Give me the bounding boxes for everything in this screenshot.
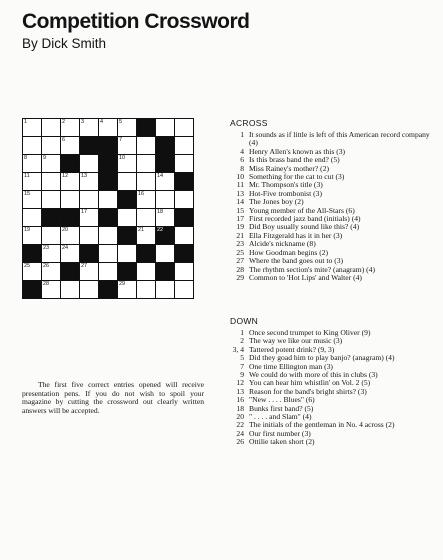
grid-cell-number: 1 xyxy=(24,119,28,125)
grid-cell[interactable] xyxy=(80,227,99,245)
clue-text: One time Ellington man (3) xyxy=(249,361,333,371)
clue-text: Ottilie taken short (2) xyxy=(249,437,315,447)
grid-cell[interactable] xyxy=(118,245,137,263)
grid-black-square xyxy=(175,209,194,227)
grid-cell[interactable] xyxy=(61,173,80,191)
clue-text: The way we like our music (3) xyxy=(249,336,343,346)
grid-cell-number: 27 xyxy=(81,263,88,269)
grid-cell-number: 11 xyxy=(24,173,30,179)
clue-text: Henry Allen's known as this (3) xyxy=(249,146,346,156)
grid-black-square xyxy=(137,245,156,263)
grid-cell[interactable] xyxy=(23,227,42,245)
grid-black-square xyxy=(99,173,118,191)
grid-black-square xyxy=(23,281,42,299)
grid-cell[interactable] xyxy=(137,227,156,245)
clue-text: Did they goad him to play banjo? (anagram) (4) xyxy=(249,353,395,363)
clue-text: Miss Rainey's mother? (2) xyxy=(249,163,330,173)
grid-cell[interactable] xyxy=(61,119,80,137)
grid-cell[interactable] xyxy=(42,263,61,281)
grid-cell[interactable] xyxy=(175,191,194,209)
grid-cell[interactable] xyxy=(61,191,80,209)
clue-text: Did Boy usually sound like this? (4) xyxy=(249,222,360,232)
clue-text: Where the band goes out to (3) xyxy=(249,256,344,266)
grid-cell[interactable] xyxy=(99,245,118,263)
grid-cell[interactable] xyxy=(23,209,42,227)
clue-text: "New . . . . Blues" (6) xyxy=(249,395,315,405)
clue-text: Mr. Thompson's title (3) xyxy=(249,180,323,190)
grid-black-square xyxy=(137,119,156,137)
grid-cell-number: 13 xyxy=(81,173,88,179)
grid-black-square xyxy=(99,281,118,299)
clue-number: 2 xyxy=(240,336,244,346)
grid-cell[interactable] xyxy=(42,137,61,155)
grid-cell-number: 24 xyxy=(62,245,69,251)
grid-cell[interactable] xyxy=(80,191,99,209)
clue-number: 21 xyxy=(236,230,244,240)
clue-number: 1 xyxy=(240,130,244,139)
clue-number: 1 xyxy=(240,328,244,337)
grid-cell-number: 22 xyxy=(157,227,164,233)
grid-cell[interactable] xyxy=(80,119,99,137)
grid-cell[interactable] xyxy=(99,227,118,245)
clue-number: 23 xyxy=(236,239,244,249)
down-heading: DOWN xyxy=(230,316,259,326)
clue-number: 17 xyxy=(236,214,244,224)
grid-cell[interactable] xyxy=(42,191,61,209)
clue-number: 27 xyxy=(236,256,244,266)
clue-number: 11 xyxy=(236,180,244,190)
grid-cell-number: 2 xyxy=(62,119,66,125)
grid-black-square xyxy=(175,173,194,191)
clue-number: 20 xyxy=(236,412,244,422)
clue-number: 6 xyxy=(240,155,244,165)
clue-text: " . . . . and Slam" (4) xyxy=(249,412,312,422)
grid-cell[interactable] xyxy=(118,119,137,137)
grid-cell[interactable] xyxy=(61,137,80,155)
across-heading: ACROSS xyxy=(230,118,268,128)
clue-text: Something for the cat to cut (3) xyxy=(249,172,345,182)
byline: By Dick Smith xyxy=(22,36,107,51)
clue-number: 19 xyxy=(236,222,244,232)
grid-black-square xyxy=(156,227,175,245)
clue-number: 25 xyxy=(236,247,244,257)
grid-cell[interactable] xyxy=(61,245,80,263)
grid-cell[interactable] xyxy=(175,281,194,299)
clue-text: Reason for the band's bright shirts? (3) xyxy=(249,386,367,396)
clue-text: We could do with more of this in clubs (3) xyxy=(249,370,378,380)
grid-cell-number: 20 xyxy=(62,227,69,233)
grid-cell[interactable] xyxy=(42,155,61,173)
grid-black-square xyxy=(118,191,137,209)
clue-text: Tattered potent drink? (9, 3) xyxy=(249,344,335,354)
grid-cell[interactable] xyxy=(137,173,156,191)
grid-black-square xyxy=(118,263,137,281)
clue-number: 29 xyxy=(236,272,244,282)
clue-text: Hot-Five trombonist (3) xyxy=(249,188,322,198)
clue-number: 14 xyxy=(236,197,244,207)
clue-text: Alcide's nickname (8) xyxy=(249,239,316,249)
grid-cell[interactable] xyxy=(118,137,137,155)
grid-cell-number: 19 xyxy=(24,227,31,233)
clue-text: The Jones boy (2) xyxy=(249,197,304,207)
grid-black-square xyxy=(42,209,61,227)
grid-cell[interactable] xyxy=(137,191,156,209)
grid-cell[interactable] xyxy=(80,263,99,281)
clue-number: 13 xyxy=(236,386,244,396)
grid-cell-number: 29 xyxy=(119,281,126,287)
grid-black-square xyxy=(80,137,99,155)
grid-cell-number: 12 xyxy=(62,173,69,179)
grid-cell[interactable] xyxy=(99,191,118,209)
grid-cell-number: 7 xyxy=(119,137,123,143)
grid-cell-number: 5 xyxy=(119,119,123,125)
grid-cell-number: 9 xyxy=(43,155,47,161)
clue-number: 10 xyxy=(236,172,244,182)
grid-black-square xyxy=(156,137,175,155)
grid-cell-number: 8 xyxy=(24,155,28,161)
across-clue xyxy=(230,274,435,282)
grid-cell-number: 26 xyxy=(43,263,50,269)
grid-cell[interactable] xyxy=(61,281,80,299)
clue-number: 22 xyxy=(236,420,244,430)
across-clue xyxy=(230,131,435,148)
clue-text: Our first number (3) xyxy=(249,428,311,438)
grid-cell[interactable] xyxy=(137,209,156,227)
grid-cell[interactable] xyxy=(156,245,175,263)
clue-number: 12 xyxy=(236,378,244,388)
clue-text: You can hear him whistlin' on Vol. 2 (5) xyxy=(249,378,371,388)
grid-cell[interactable] xyxy=(80,209,99,227)
grid-black-square xyxy=(23,245,42,263)
grid-cell[interactable] xyxy=(42,119,61,137)
grid-cell-number: 18 xyxy=(157,209,164,215)
grid-cell-number: 4 xyxy=(100,119,104,125)
grid-cell[interactable] xyxy=(99,263,118,281)
clue-number: 26 xyxy=(236,437,244,447)
grid-black-square xyxy=(118,227,137,245)
clue-number: 9 xyxy=(240,370,244,380)
grid-cell[interactable] xyxy=(118,209,137,227)
grid-cell-number: 28 xyxy=(43,281,50,287)
grid-cell-number: 15 xyxy=(24,191,31,197)
grid-cell[interactable] xyxy=(118,281,137,299)
clue-text: Common to 'Hot Lips' and Walter (4) xyxy=(249,272,362,282)
clue-number: 28 xyxy=(236,264,244,274)
grid-black-square xyxy=(61,209,80,227)
grid-cell[interactable] xyxy=(23,155,42,173)
grid-black-square xyxy=(99,137,118,155)
grid-black-square xyxy=(99,209,118,227)
grid-cell-number: 6 xyxy=(62,137,66,143)
grid-cell[interactable] xyxy=(42,227,61,245)
grid-black-square xyxy=(61,155,80,173)
grid-black-square xyxy=(80,245,99,263)
grid-cell-number: 17 xyxy=(81,209,88,215)
grid-cell[interactable] xyxy=(42,281,61,299)
grid-cell[interactable] xyxy=(118,173,137,191)
clue-number: 3, 4 xyxy=(232,344,244,354)
grid-cell[interactable] xyxy=(23,119,42,137)
grid-cell-number: 25 xyxy=(24,263,31,269)
grid-cell[interactable] xyxy=(156,191,175,209)
grid-cell-number: 23 xyxy=(43,245,50,251)
grid-cell[interactable] xyxy=(42,245,61,263)
grid-cell[interactable] xyxy=(80,155,99,173)
grid-cell[interactable] xyxy=(137,137,156,155)
clue-text: How Goodman begins (2) xyxy=(249,247,329,257)
grid-black-square xyxy=(99,155,118,173)
down-clue-list xyxy=(230,329,435,447)
grid-cell[interactable] xyxy=(99,119,118,137)
grid-cell[interactable] xyxy=(80,281,99,299)
clue-number: 16 xyxy=(236,395,244,405)
grid-cell[interactable] xyxy=(42,173,61,191)
grid-cell[interactable] xyxy=(137,281,156,299)
grid-cell-number: 16 xyxy=(138,191,145,197)
clue-number: 5 xyxy=(240,353,244,363)
clue-text: Young member of the All-Stars (6) xyxy=(249,205,355,215)
grid-cell[interactable] xyxy=(175,137,194,155)
grid-cell[interactable] xyxy=(175,155,194,173)
grid-cell-number: 3 xyxy=(81,119,85,125)
grid-cell[interactable] xyxy=(175,119,194,137)
grid-cell[interactable] xyxy=(23,263,42,281)
grid-cell[interactable] xyxy=(137,263,156,281)
clue-number: 13 xyxy=(236,188,244,198)
clue-number: 8 xyxy=(240,163,244,173)
grid-cell[interactable] xyxy=(156,119,175,137)
clue-text: The rhythm section's mite? (anagram) (4) xyxy=(249,264,375,274)
clue-number: 4 xyxy=(240,146,244,156)
grid-cell[interactable] xyxy=(61,227,80,245)
grid-cell[interactable] xyxy=(118,155,137,173)
grid-cell[interactable] xyxy=(80,173,99,191)
clue-text: Once second trumpet to King Oliver (9) xyxy=(249,328,371,337)
grid-black-square xyxy=(61,263,80,281)
clue-number: 18 xyxy=(236,403,244,413)
grid-black-square xyxy=(156,263,175,281)
clue-text: Is this brass band the end? (5) xyxy=(249,155,340,165)
grid-cell[interactable] xyxy=(156,281,175,299)
across-clue-list xyxy=(230,131,435,282)
clue-text: Ella Fitzgerald has it in her (3) xyxy=(249,230,343,240)
grid-cell[interactable] xyxy=(156,173,175,191)
grid-cell[interactable] xyxy=(156,209,175,227)
grid-cell[interactable] xyxy=(23,137,42,155)
clue-text: It sounds as if little is left of this American record company (4) xyxy=(249,130,430,148)
clue-number: 24 xyxy=(236,428,244,438)
grid-cell[interactable] xyxy=(175,227,194,245)
grid-cell[interactable] xyxy=(23,173,42,191)
crossword-grid xyxy=(22,118,194,299)
grid-cell[interactable] xyxy=(23,191,42,209)
page-title: Competition Crossword xyxy=(22,10,250,33)
grid-cell[interactable] xyxy=(137,155,156,173)
clue-text: Bunks first band? (5) xyxy=(249,403,314,413)
clue-text: First recorded jazz band (initials) (4) xyxy=(249,214,361,224)
clue-text: The initials of the gentleman in No. 4 across (2) xyxy=(249,420,395,430)
grid-cell-number: 10 xyxy=(119,155,126,161)
grid-black-square xyxy=(175,245,194,263)
grid-cell[interactable] xyxy=(175,263,194,281)
clue-number: 7 xyxy=(240,361,244,371)
grid-cell-number: 21 xyxy=(138,227,145,233)
competition-note: The first five correct entries opened will receive presentation pens. If you do not wish to spoil your magazine by cutting the crossword out clearly written answers will be accepted. xyxy=(22,380,204,415)
grid-cell-number: 14 xyxy=(157,173,164,179)
grid-black-square xyxy=(156,155,175,173)
clue-number: 15 xyxy=(236,205,244,215)
down-clue xyxy=(230,438,435,446)
